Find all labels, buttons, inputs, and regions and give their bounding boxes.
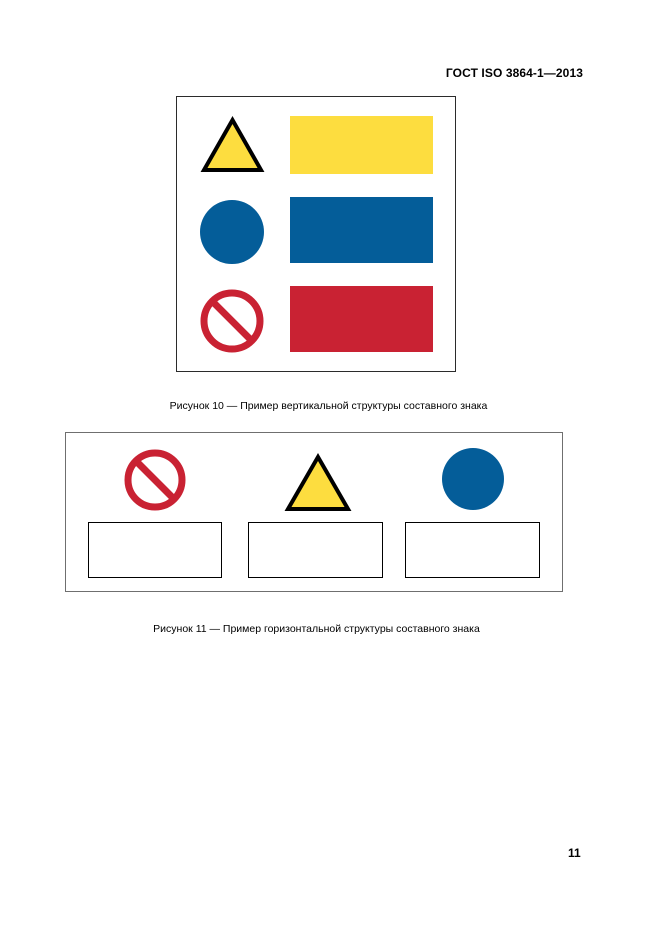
mandatory-circle-icon — [441, 447, 505, 511]
prohibition-icon — [123, 448, 187, 512]
prohibition-icon — [199, 288, 265, 354]
red-supplementary-bar — [290, 286, 433, 352]
blue-supplementary-bar — [290, 197, 433, 263]
mandatory-circle-icon — [199, 199, 265, 265]
warning-triangle-icon — [283, 453, 353, 513]
yellow-supplementary-bar — [290, 116, 433, 174]
document-code: ГОСТ ISO 3864-1—2013 — [445, 66, 583, 80]
figure-11-frame — [65, 432, 563, 592]
supplementary-text-box — [88, 522, 222, 578]
supplementary-text-box — [405, 522, 540, 578]
figure-11-caption: Рисунок 11 — Пример горизонтальной структуры составного знака — [153, 623, 480, 635]
figure-10-frame — [176, 96, 456, 372]
page-number: 11 — [568, 846, 581, 860]
warning-triangle-icon — [199, 115, 266, 175]
figure-10-caption: Рисунок 10 — Пример вертикальной структуры составного знака — [169, 400, 488, 412]
supplementary-text-box — [248, 522, 383, 578]
